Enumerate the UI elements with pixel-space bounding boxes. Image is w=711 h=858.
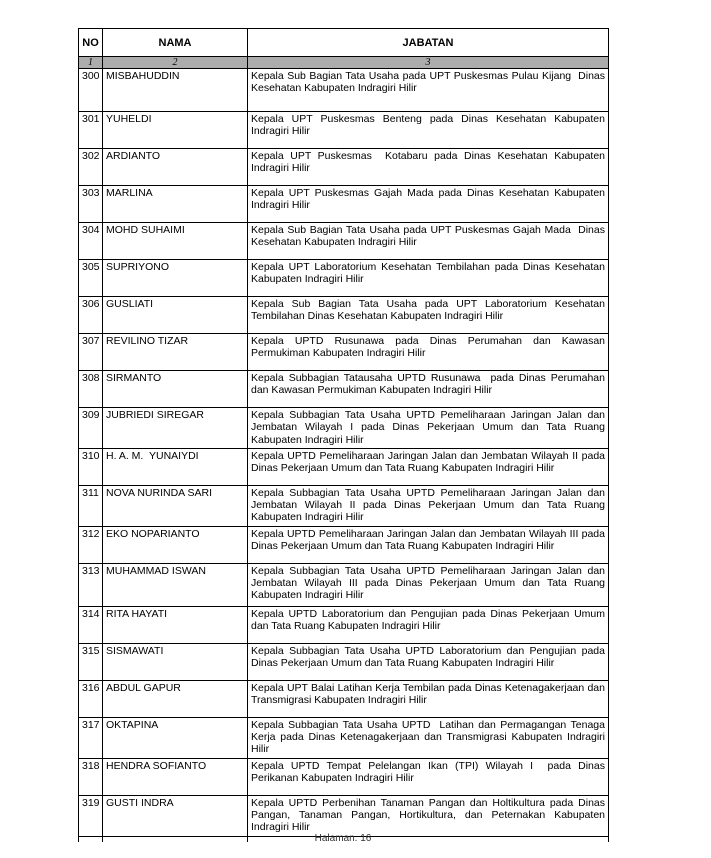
no-cell: 306 bbox=[79, 297, 103, 334]
table-row bbox=[79, 606, 609, 643]
nama-cell: NOVA NURINDA SARI bbox=[103, 485, 248, 526]
jabatan-cell: Kepala Subbagian Tata Usaha UPTD Latihan dan Permagangan Tenaga Kerja pada Dinas Ketenagakerjaan dan Transmigrasi Kabupaten Indragiri Hilir bbox=[248, 717, 609, 758]
table-row bbox=[79, 334, 609, 371]
nama-cell: GUSTI INDRA bbox=[103, 795, 248, 836]
column-header-jabatan: JABATAN bbox=[248, 29, 609, 57]
column-header-nama: NAMA bbox=[103, 29, 248, 57]
table-row bbox=[79, 408, 609, 449]
table-row bbox=[79, 223, 609, 260]
jabatan-cell: Kepala UPT Puskesmas Gajah Mada pada Dinas Kesehatan Kabupaten Indragiri Hilir bbox=[248, 186, 609, 223]
table-row bbox=[79, 371, 609, 408]
table-row bbox=[79, 69, 609, 112]
jabatan-cell: Kepala Sub Bagian Tata Usaha pada UPT Puskesmas Pulau Kijang Dinas Kesehatan Kabupaten Indragiri Hilir bbox=[248, 69, 609, 112]
no-cell: 308 bbox=[79, 371, 103, 408]
jabatan-cell: Kepala UPTD Pemeliharaan Jaringan Jalan dan Jembatan Wilayah II pada Dinas Pekerjaan Umum dan Tata Ruang Kabupaten Indragiri Hilir bbox=[248, 448, 609, 485]
table-row bbox=[79, 112, 609, 149]
jabatan-cell: Kepala UPTD Tempat Pelelangan Ikan (TPI) Wilayah I pada Dinas Perikanan Kabupaten Indragiri Hilir bbox=[248, 758, 609, 795]
jabatan-cell: Kepala Sub Bagian Tata Usaha pada UPT Puskesmas Gajah Mada Dinas Kesehatan Kabupaten Indragiri Hilir bbox=[248, 223, 609, 260]
table-row bbox=[79, 260, 609, 297]
jabatan-cell: Kepala UPT Puskesmas Kotabaru pada Dinas Kesehatan Kabupaten Indragiri Hilir bbox=[248, 149, 609, 186]
nama-cell: SIRMANTO bbox=[103, 371, 248, 408]
nama-cell: MOHD SUHAIMI bbox=[103, 223, 248, 260]
jabatan-cell: Kepala Subbagian Tata Usaha UPTD Pemeliharaan Jaringan Jalan dan Jembatan Wilayah I pada Dinas Pekerjaan Umum dan Tata Ruang Kabupaten Indragiri Hilir bbox=[248, 408, 609, 449]
no-cell: 311 bbox=[79, 485, 103, 526]
table-row bbox=[79, 643, 609, 680]
column-index-jabatan: 3 bbox=[248, 57, 609, 69]
no-cell: 302 bbox=[79, 149, 103, 186]
jabatan-cell: Kepala UPTD Pemeliharaan Jaringan Jalan dan Jembatan Wilayah III pada Dinas Pekerjaan Umum dan Tata Ruang Kabupaten Indragiri Hilir bbox=[248, 526, 609, 563]
jabatan-cell: Kepala UPT Balai Latihan Kerja Tembilan pada Dinas Ketenagakerjaan dan Transmigrasi Kabupaten Indragiri Hilir bbox=[248, 680, 609, 717]
no-cell: 303 bbox=[79, 186, 103, 223]
no-cell: 304 bbox=[79, 223, 103, 260]
nama-cell: RITA HAYATI bbox=[103, 606, 248, 643]
column-index-nama: 2 bbox=[103, 57, 248, 69]
nama-cell: EKO NOPARIANTO bbox=[103, 526, 248, 563]
nama-cell: MARLINA bbox=[103, 186, 248, 223]
jabatan-cell: Kepala Sub Bagian Tata Usaha pada UPT Laboratorium Kesehatan Tembilahan Dinas Kesehatan Kabupaten Indragiri Hilir bbox=[248, 297, 609, 334]
nama-cell: MISBAHUDDIN bbox=[103, 69, 248, 112]
no-cell: 317 bbox=[79, 717, 103, 758]
no-cell: 309 bbox=[79, 408, 103, 449]
no-cell: 314 bbox=[79, 606, 103, 643]
officials-table bbox=[78, 28, 609, 842]
jabatan-cell: Kepala Subbagian Tata Usaha UPTD Pemeliharaan Jaringan Jalan dan Jembatan Wilayah III pada Dinas Pekerjaan Umum dan Tata Ruang Kabupaten Indragiri Hilir bbox=[248, 563, 609, 606]
table-row bbox=[79, 717, 609, 758]
nama-cell: REVILINO TIZAR bbox=[103, 334, 248, 371]
nama-cell: SUPRIYONO bbox=[103, 260, 248, 297]
no-cell: 319 bbox=[79, 795, 103, 836]
table-row bbox=[79, 149, 609, 186]
no-cell: 318 bbox=[79, 758, 103, 795]
nama-cell: MUHAMMAD ISWAN bbox=[103, 563, 248, 606]
column-index-row bbox=[79, 57, 609, 69]
no-cell: 312 bbox=[79, 526, 103, 563]
jabatan-cell: Kepala UPT Puskesmas Benteng pada Dinas Kesehatan Kabupaten Indragiri Hilir bbox=[248, 112, 609, 149]
table-row bbox=[79, 297, 609, 334]
nama-cell: SISMAWATI bbox=[103, 643, 248, 680]
nama-cell: HENDRA SOFIANTO bbox=[103, 758, 248, 795]
table-row bbox=[79, 186, 609, 223]
table-row bbox=[79, 485, 609, 526]
table-header-row bbox=[79, 29, 609, 57]
table-row bbox=[79, 795, 609, 836]
nama-cell: H. A. M. YUNAIYDI bbox=[103, 448, 248, 485]
no-cell: 301 bbox=[79, 112, 103, 149]
column-header-no: NO bbox=[79, 29, 103, 57]
table-row bbox=[79, 680, 609, 717]
nama-cell: ARDIANTO bbox=[103, 149, 248, 186]
no-cell: 315 bbox=[79, 643, 103, 680]
table-row bbox=[79, 563, 609, 606]
column-index-no: 1 bbox=[79, 57, 103, 69]
page-number: Halaman. 16 bbox=[314, 833, 372, 844]
jabatan-cell: Kepala Subbagian Tata Usaha UPTD Pemeliharaan Jaringan Jalan dan Jembatan Wilayah II pada Dinas Pekerjaan Umum dan Tata Ruang Kabupaten Indragiri Hilir bbox=[248, 485, 609, 526]
table-row bbox=[79, 526, 609, 563]
jabatan-cell: Kepala UPTD Rusunawa pada Dinas Perumahan dan Kawasan Permukiman Kabupaten Indragiri Hilir bbox=[248, 334, 609, 371]
nama-cell: JUBRIEDI SIREGAR bbox=[103, 408, 248, 449]
nama-cell: GUSLIATI bbox=[103, 297, 248, 334]
jabatan-cell: Kepala UPTD Perbenihan Tanaman Pangan dan Holtikultura pada Dinas Pangan, Tanaman Pangan, Hortikultura, dan Peternakan Kabupaten Indragiri Hilir bbox=[248, 795, 609, 836]
table-row bbox=[79, 448, 609, 485]
nama-cell: OKTAPINA bbox=[103, 717, 248, 758]
no-cell: 310 bbox=[79, 448, 103, 485]
table-row bbox=[79, 758, 609, 795]
nama-cell: ABDUL GAPUR bbox=[103, 680, 248, 717]
no-cell: 300 bbox=[79, 69, 103, 112]
jabatan-cell: Kepala Subbagian Tatausaha UPTD Rusunawa pada Dinas Perumahan dan Kawasan Permukiman Kabupaten Indragiri Hilir bbox=[248, 371, 609, 408]
jabatan-cell: Kepala UPT Laboratorium Kesehatan Tembilahan pada Dinas Kesehatan Kabupaten Indragiri Hilir bbox=[248, 260, 609, 297]
no-cell: 307 bbox=[79, 334, 103, 371]
jabatan-cell: Kepala UPTD Laboratorium dan Pengujian pada Dinas Pekerjaan Umum dan Tata Ruang Kabupaten Indragiri Hilir bbox=[248, 606, 609, 643]
no-cell: 305 bbox=[79, 260, 103, 297]
no-cell: 313 bbox=[79, 563, 103, 606]
jabatan-cell: Kepala Subbagian Tata Usaha UPTD Laboratorium dan Pengujian pada Dinas Pekerjaan Umum dan Tata Ruang Kabupaten Indragiri Hilir bbox=[248, 643, 609, 680]
nama-cell: YUHELDI bbox=[103, 112, 248, 149]
no-cell: 316 bbox=[79, 680, 103, 717]
